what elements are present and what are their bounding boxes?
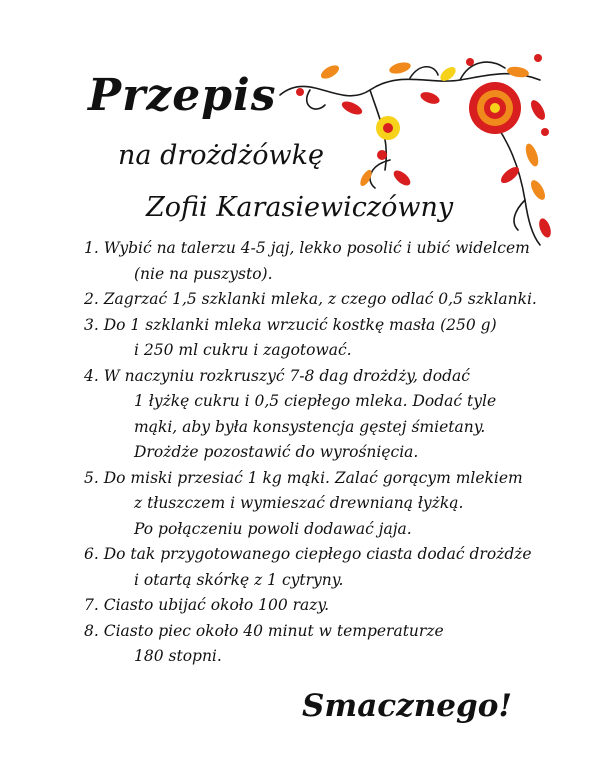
step-text: Ciasto piec około 40 minut w temperaturze [103,621,444,640]
step-number: 6. [84,545,99,563]
step-text: mąki, aby była konsystencja gęstej śmietany. [134,417,486,436]
step-text: Ciasto ubijać około 100 razy. [103,596,330,614]
recipe-step [84,287,564,313]
recipe-step [84,236,564,287]
recipe-step [84,593,564,619]
floral-ornament-icon [270,50,560,250]
step-text: Drożdże pozostawić do wyrośnięcia. [134,443,419,461]
subtitle-line-1: na drożdżówkę [118,140,324,171]
closing-greeting: Smacznego! [302,688,512,724]
step-text: 1 łyżkę cukru i 0,5 ciepłego mleka. Dodać tyle [134,392,497,410]
step-number: 2. [84,290,99,308]
subtitle-line-2: Zofii Karasiewiczówny [146,192,454,223]
step-text: i otartą skórkę z 1 cytryny. [134,570,344,589]
step-number: 5. [84,468,99,487]
step-text: Do 1 szklanki mleka wrzucić kostkę masła (250 g) [103,315,497,334]
recipe-step [84,364,564,466]
step-number: 1. [84,239,99,257]
step-number: 7. [84,596,99,614]
step-number: 8. [84,621,99,640]
step-text: Po połączeniu powoli dodawać jaja. [134,519,412,538]
recipe-steps [84,236,564,670]
step-text: Wybić na talerzu 4-5 jaj, lekko posolić i ubić widelcem [103,239,530,257]
recipe-step [84,466,564,543]
step-text: Do miski przesiać 1 kg mąki. Zalać gorącym mlekiem [103,468,523,487]
step-text: z tłuszczem i wymieszać drewnianą łyżką. [134,494,464,512]
step-text: 180 stopni. [134,647,222,665]
recipe-step [84,542,564,593]
page-title: Przepis [88,70,277,121]
step-number: 3. [84,315,99,334]
step-text: W naczyniu rozkruszyć 7-8 dag drożdży, dodać [103,366,470,385]
step-number: 4. [84,366,99,385]
step-text: i 250 ml cukru i zagotować. [134,341,352,359]
step-text: Zagrzać 1,5 szklanki mleka, z czego odlać 0,5 szklanki. [103,290,537,308]
step-text: Do tak przygotowanego ciepłego ciasta dodać drożdże [103,545,532,563]
step-text: (nie na puszysto). [134,264,273,283]
recipe-step [84,313,564,364]
recipe-step [84,619,564,670]
